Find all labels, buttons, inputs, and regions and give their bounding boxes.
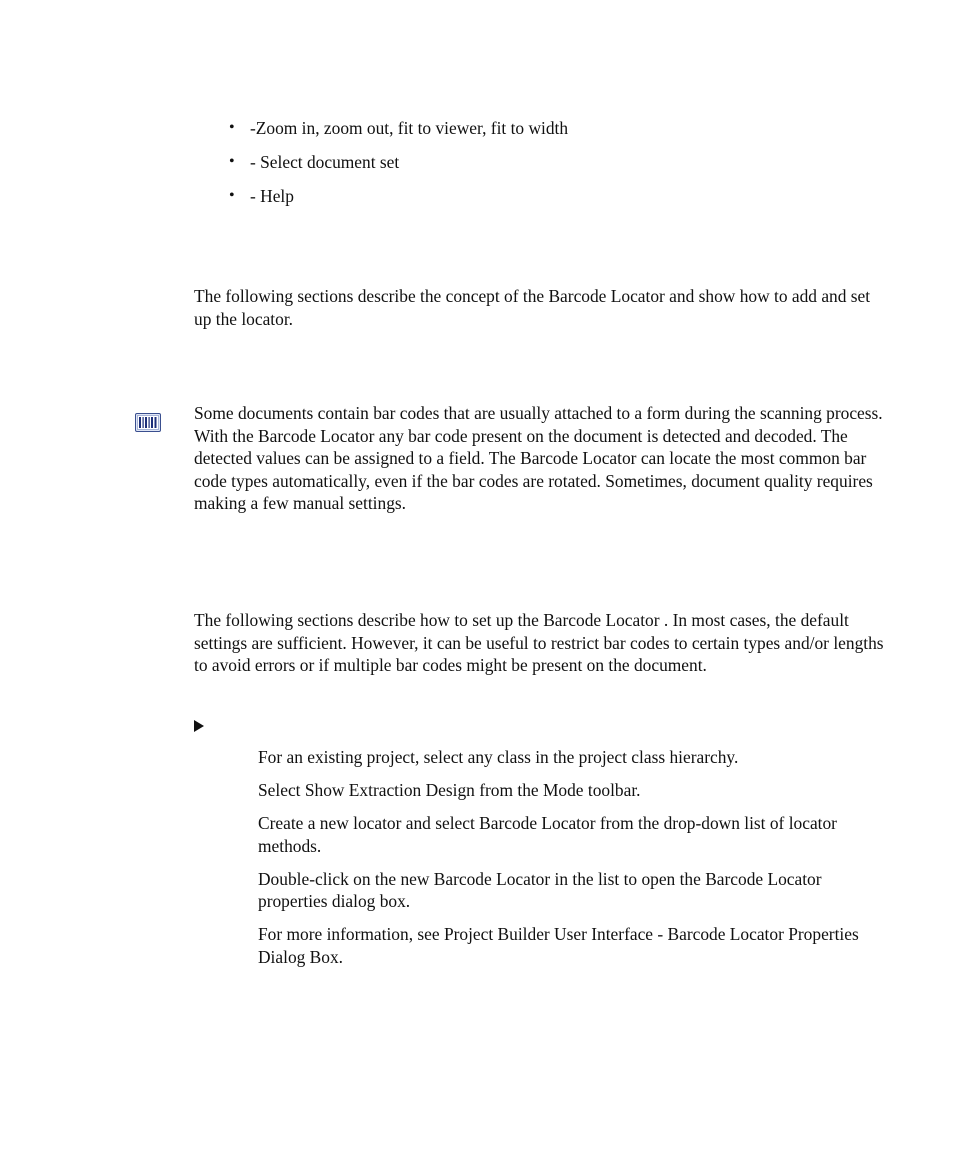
- list-item-text: - Select document set: [250, 152, 400, 172]
- toolbar-bullet-list: [229, 117, 568, 219]
- concept-paragraph: Some documents contain bar codes that are usually attached to a form during the scanning process. With the Barcode Locator any bar code present on the document is detected and decoded. The detected values can be assigned to a field. The Barcode Locator can locate the most common bar code types automatically, even if the bar codes are rotated. Sometimes, document quality requires making a few manual settings.: [194, 403, 883, 513]
- step-item: Select Show Extraction Design from the Mode toolbar.: [258, 780, 641, 800]
- procedure-steps: [258, 746, 878, 979]
- list-item: [229, 185, 568, 219]
- bullet-icon: •: [229, 119, 235, 136]
- step-item: For more information, see Project Builder User Interface - Barcode Locator Properties Dialog Box.: [258, 924, 859, 967]
- setup-paragraph: The following sections describe how to set up the Barcode Locator . In most cases, the default settings are sufficient. However, it can be useful to restrict bar codes to certain types and/or lengths to avoid errors or if multiple bar codes might be present on the document.: [194, 610, 884, 675]
- barcode-icon: [135, 413, 161, 432]
- list-item-text: -Zoom in, zoom out, fit to viewer, fit to width: [250, 118, 569, 138]
- list-item: [229, 117, 568, 151]
- bullet-icon: •: [229, 153, 235, 170]
- arrow-right-icon: [194, 720, 204, 732]
- list-item-text: - Help: [250, 186, 294, 206]
- step-item: Double-click on the new Barcode Locator in the list to open the Barcode Locator properties dialog box.: [258, 868, 822, 911]
- step-item: Create a new locator and select Barcode Locator from the drop-down list of locator methods.: [258, 813, 837, 856]
- step-item: For an existing project, select any class in the project class hierarchy.: [258, 747, 739, 767]
- intro-paragraph: The following sections describe the concept of the Barcode Locator and show how to add and set up the locator.: [194, 286, 871, 329]
- list-item: [229, 151, 568, 185]
- bullet-icon: •: [229, 187, 235, 204]
